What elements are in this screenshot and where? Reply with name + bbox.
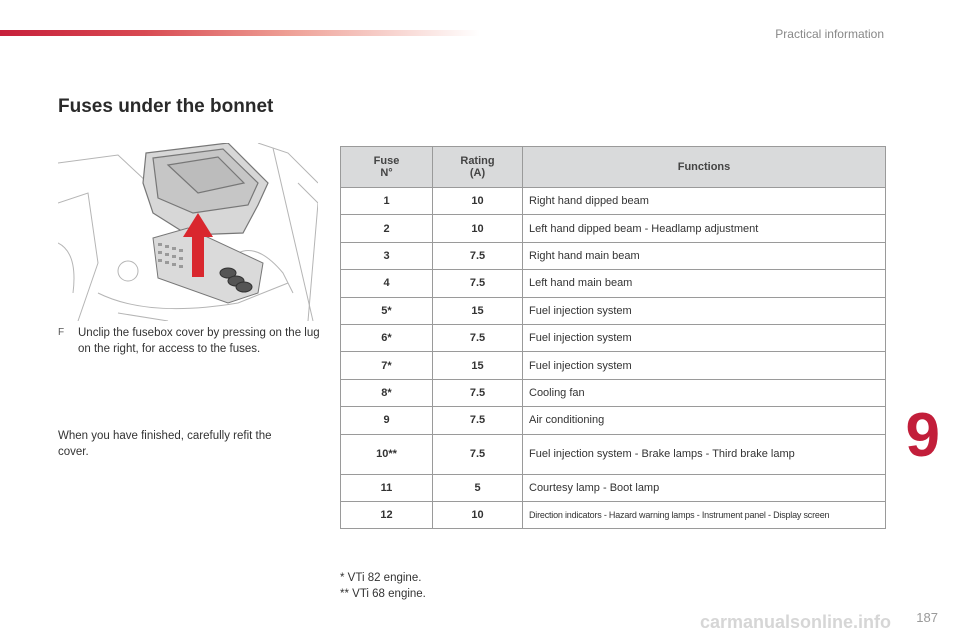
fuse-rating: 15	[433, 352, 523, 379]
fuse-function: Courtesy lamp - Boot lamp	[523, 474, 886, 501]
fuse-function: Air conditioning	[523, 407, 886, 434]
fuse-rating: 10	[433, 501, 523, 528]
table-row	[341, 501, 886, 528]
table-row	[341, 434, 886, 474]
fuse-rating: 7.5	[433, 242, 523, 269]
page-number: 187	[916, 610, 938, 625]
fuse-number: 5*	[341, 297, 433, 324]
table-row	[341, 407, 886, 434]
header-rating: Rating (A)	[433, 147, 523, 188]
fuse-number: 2	[341, 215, 433, 242]
fuse-number: 9	[341, 407, 433, 434]
fuse-function: Fuel injection system - Brake lamps - Third brake lamp	[523, 434, 886, 474]
fuse-function: Direction indicators - Hazard warning lamps - Instrument panel - Display screen	[523, 501, 886, 528]
header-fuse-number: Fuse N°	[341, 147, 433, 188]
fuse-number: 6*	[341, 324, 433, 351]
bullet-icon: F	[58, 327, 65, 338]
fuse-number: 1	[341, 188, 433, 215]
fuse-function: Left hand dipped beam - Headlamp adjustment	[523, 215, 886, 242]
header-accent-bar	[0, 30, 480, 36]
table-row	[341, 188, 886, 215]
section-title: Practical information	[775, 27, 884, 41]
footnote-single-star: * VTi 82 engine.	[340, 572, 422, 584]
instruction-step	[58, 325, 323, 357]
fuse-number: 10**	[341, 434, 433, 474]
fuse-function: Fuel injection system	[523, 352, 886, 379]
fuse-number: 3	[341, 242, 433, 269]
table-header-row	[341, 147, 886, 188]
chapter-number: 9	[905, 401, 940, 470]
instruction-text: Unclip the fusebox cover by pressing on the lug on the right, for access to the fuses.	[78, 327, 320, 355]
table-row	[341, 352, 886, 379]
fuse-rating: 7.5	[433, 407, 523, 434]
fuse-number: 7*	[341, 352, 433, 379]
watermark: carmanualsonline.info	[700, 612, 892, 632]
fuse-number: 4	[341, 270, 433, 297]
footnote-double-star: ** VTi 68 engine.	[340, 588, 426, 600]
fuse-number: 11	[341, 474, 433, 501]
fuse-rating: 10	[433, 188, 523, 215]
page-title: Fuses under the bonnet	[58, 96, 274, 117]
fusebox-illustration	[58, 143, 318, 321]
table-row	[341, 215, 886, 242]
table-row	[341, 379, 886, 406]
finish-note: When you have finished, carefully refit the cover.	[58, 430, 272, 458]
fuse-function: Left hand main beam	[523, 270, 886, 297]
fuse-rating: 7.5	[433, 270, 523, 297]
fuse-number: 8*	[341, 379, 433, 406]
fuse-rating: 7.5	[433, 434, 523, 474]
fuse-rating: 10	[433, 215, 523, 242]
fuse-rating: 7.5	[433, 379, 523, 406]
fuse-function: Fuel injection system	[523, 297, 886, 324]
fuse-rating: 5	[433, 474, 523, 501]
fuse-function: Cooling fan	[523, 379, 886, 406]
fuse-rating: 15	[433, 297, 523, 324]
header-functions: Functions	[523, 147, 886, 188]
fuse-function: Right hand main beam	[523, 242, 886, 269]
table-row	[341, 324, 886, 351]
fuse-function: Right hand dipped beam	[523, 188, 886, 215]
fuse-number: 12	[341, 501, 433, 528]
footnotes	[340, 570, 426, 602]
fuse-rating: 7.5	[433, 324, 523, 351]
table-row	[341, 474, 886, 501]
table-row	[341, 270, 886, 297]
fuse-function: Fuel injection system	[523, 324, 886, 351]
table-row	[341, 242, 886, 269]
table-row	[341, 297, 886, 324]
fuse-table	[340, 146, 886, 529]
